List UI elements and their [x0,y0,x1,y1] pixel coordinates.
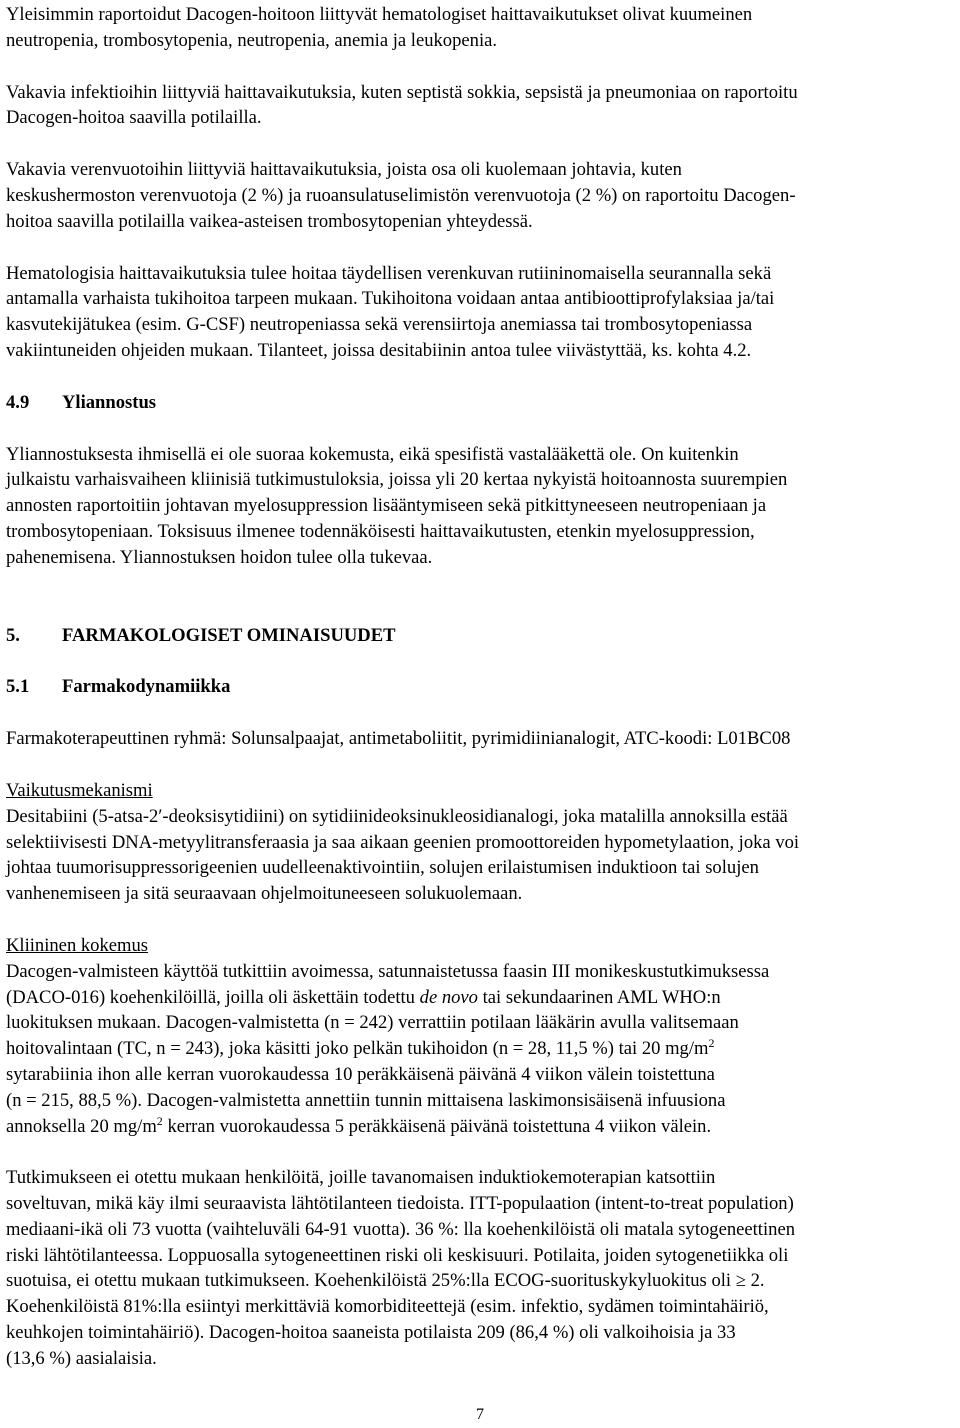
text-line: trombosytopeniaan. Toksisuus ilmenee todennäköisesti haittavaikutusten, etenkin myelosuppression, [6,520,755,542]
document-page [6,0,956,1372]
text-line: pahenemisena. Yliannostuksen hoidon tulee olla tukevaa. [6,546,433,568]
text-line: keskushermoston verenvuotoja (2 %) ja ruoansulatuselimistön verenvuotoja (2 %) on raportoitu Dacogen- [6,184,796,206]
text-line: sytarabiinia ihon alle kerran vuorokaudessa 10 peräkkäisenä päivänä 4 viikon välein toistettuna [6,1063,715,1085]
section-number: 4.9 [6,391,30,413]
text-fragment: (DACO-016) koehenkilöillä, joilla oli äskettäin todettu [6,986,420,1008]
text-line: Tutkimukseen ei otettu mukaan henkilöitä, joille tavanomaisen induktiokemoterapian katsottiin [6,1167,716,1189]
text-line: Dacogen-hoitoa saavilla potilailla. [6,107,262,129]
text-line: suotuisa, ei otettu mukaan tutkimukseen. Koehenkilöistä 25%:lla ECOG-suorituskykyluokitus oli ≥ 2. [6,1270,765,1292]
section-heading-pharmacological [6,623,956,649]
text-line: mediaani-ikä oli 73 vuotta (vaihteluväli 64-91 vuotta). 36 %: lla koehenkilöistä oli matala sytogeneettinen [6,1218,795,1240]
text-line: Farmakoterapeuttinen ryhmä: Solunsalpaajat, antimetaboliitit, pyrimidiinianalogit, ATC-koodi: L01BC08 [6,728,791,750]
section-number: 5. [6,624,20,646]
text-line: annosten raportoitiin johtavan myelosuppression lisääntymiseen sekä pitkittyneeseen neutropeniaan ja [6,495,767,517]
text-fragment: kerran vuorokaudessa 5 peräkkäisenä päivänä toistettuna 4 viikon välein. [162,1115,712,1137]
text-line: Desitabiini (5-atsa-2′-deoksisytidiini) on sytidiinideoksinukleosidianalogi, joka matalilla annoksilla estää [6,805,788,827]
text-fragment: tai sekundaarinen AML WHO:n [477,986,721,1008]
paragraph-management [6,261,956,364]
text-line: hoitoa saavilla potilailla vaikea-asteisen trombosytopenian yhteydessä. [6,210,533,232]
text-line: Yleisimmin raportoidut Dacogen-hoitoon liittyvät hematologiset haittavaikutukset olivat kuumeinen [6,4,753,25]
text-line [6,985,956,1011]
paragraph-bleeding [6,157,956,234]
section-number: 5.1 [6,676,30,698]
superscript: 2 [156,1113,163,1128]
text-line: selektiivisesti DNA-metyylitransferaasia ja saa aikaan geenien promoottoreiden hypometylaation, joka voi [6,831,800,853]
section-title: Farmakodynamiikka [62,676,231,698]
text-line: neutropenia, trombosytopenia, neutropenia, anemia ja leukopenia. [6,29,498,51]
section-heading-pharmacodynamics [6,674,956,700]
text-fragment: hoitovalintaan (TC, n = 243), joka käsitti joko pelkän tukihoidon (n = 28, 11,5 %) tai 20 mg/m [6,1038,709,1060]
paragraph-pharmacotherapeutic-group [6,726,956,752]
paragraph-hematologic-effects [6,2,956,54]
subheading-mechanism: Vaikutusmekanismi [6,779,153,801]
text-line: luokituksen mukaan. Dacogen-valmistetta (n = 242) verrattiin potilaan lääkärin avulla valitsemaan [6,1012,739,1034]
paragraph-clinical-experience [6,933,956,1139]
text-line: julkaistu varhaisvaiheen kliinisiä tutkimustuloksia, joissa yli 20 kertaa nykyistä hoitoannosta suurempien [6,469,788,491]
text-line: vakiintuneiden ohjeiden mukaan. Tilanteet, joissa desitabiinin antoa tulee viivästyttää, ks. kohta 4.2. [6,339,752,361]
text-line: Vakavia infektioihin liittyviä haittavaikutuksia, kuten septistä sokkia, sepsistä ja pneumoniaa on raportoitu [6,81,798,103]
text-fragment: annoksella 20 mg/m [6,1115,157,1137]
section-heading-overdose [6,390,956,416]
paragraph-overdose [6,442,956,571]
text-line: Yliannostuksesta ihmisellä ei ole suoraa kokemusta, eikä spesifistä vastalääkettä ole. On kuitenkin [6,443,739,465]
paragraph-mechanism [6,778,956,907]
italic-term: de novo [419,986,478,1008]
paragraph-study-population [6,1165,956,1371]
text-line [6,1036,956,1062]
text-line: (n = 215, 88,5 %). Dacogen-valmistetta annettiin tunnin mittaisena laskimonsisäisenä infuusiona [6,1089,726,1111]
section-title: Yliannostus [62,391,157,413]
text-line: riski lähtötilanteessa. Loppuosalla sytogeneettinen riski oli keskisuuri. Potilaita, joiden sytogenetiikka oli [6,1244,789,1266]
text-line: (13,6 %) aasialaisia. [6,1347,157,1369]
text-line: Hematologisia haittavaikutuksia tulee hoitaa täydellisen verenkuvan rutiininomaisella seurannalla sekä [6,262,772,284]
text-line: johtaa tuumorisuppressorigeenien uudelleenaktivointiin, solujen erilaistumisen induktioon tai solujen [6,857,759,879]
text-line: keuhkojen toimintahäiriö). Dacogen-hoitoa saaneista potilaista 209 (86,4 %) oli valkoihoisia ja 33 [6,1322,736,1344]
page-number: 7 [476,1406,484,1423]
text-line: Vakavia verenvuotoihin liittyviä haittavaikutuksia, joista osa oli kuolemaan johtavia, kuten [6,159,682,181]
text-line: Dacogen-valmisteen käyttöä tutkittiin avoimessa, satunnaistetussa faasin III monikeskustutkimuksessa [6,960,770,982]
paragraph-infections [6,80,956,132]
section-title: FARMAKOLOGISET OMINAISUUDET [62,624,396,646]
superscript: 2 [708,1036,715,1051]
text-line: kasvutekijätukea (esim. G-CSF) neutropeniassa sekä verensiirtoja anemiassa tai trombosytopeniassa [6,314,753,336]
text-line: antamalla varhaista tukihoitoa tarpeen mukaan. Tukihoitona voidaan antaa antibioottiprofylaksiaa ja/tai [6,288,775,310]
text-line: Koehenkilöistä 81%:lla esiintyi merkittäviä komorbiditeettejä (esim. infektio, sydämen toimintahäiriö, [6,1296,769,1318]
text-line: vanhenemiseen ja sitä seuraavaan ohjelmoituneeseen solukuolemaan. [6,883,523,905]
subheading-clinical: Kliininen kokemus [6,934,149,956]
text-line: soveltuvan, mikä käy ilmi seuraavista lähtötilanteen tiedoista. ITT-populaation (intent-to-treat population) [6,1193,794,1215]
text-line [6,1114,956,1140]
